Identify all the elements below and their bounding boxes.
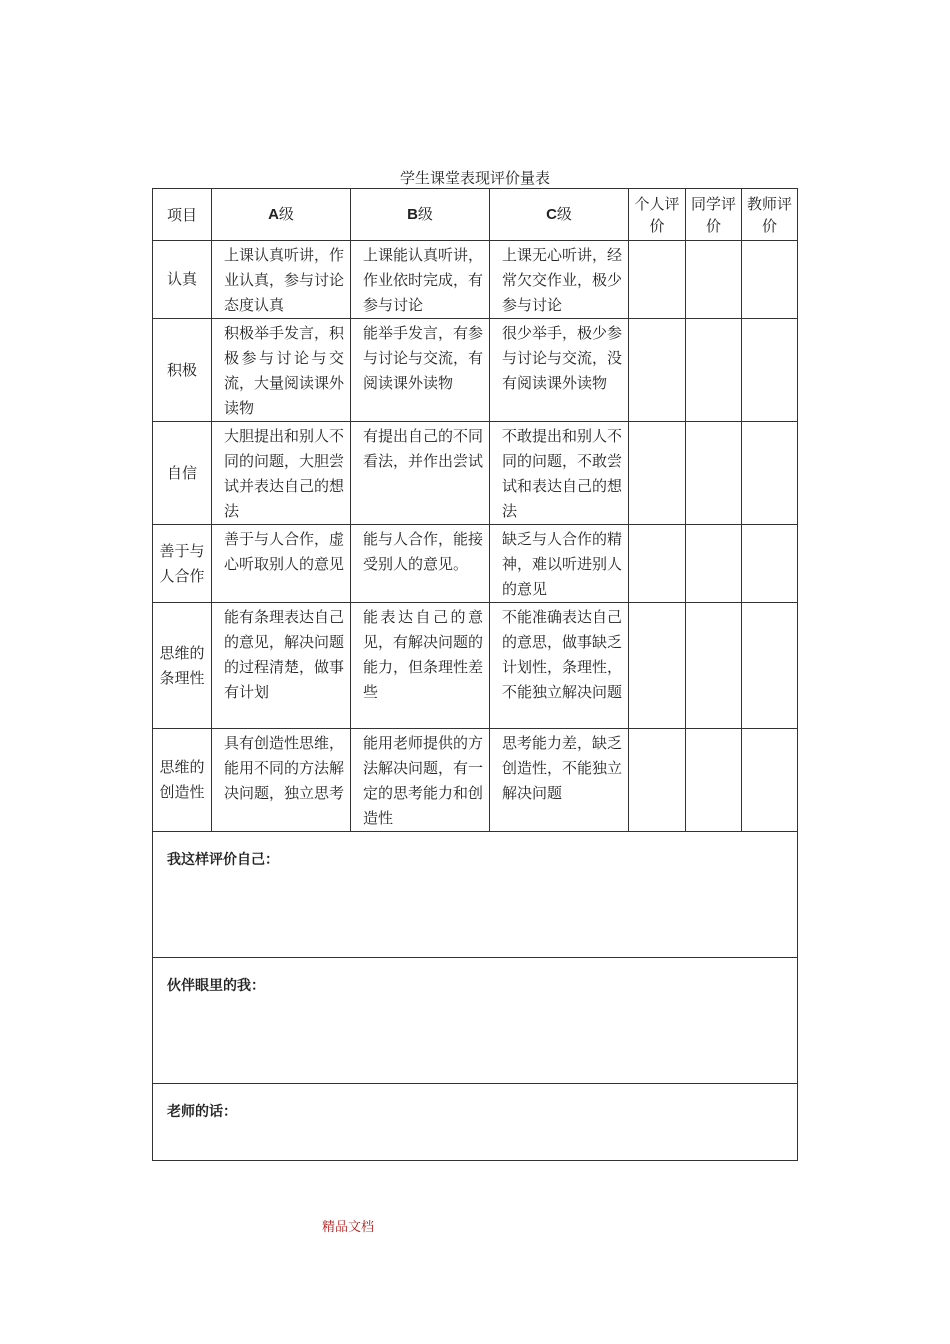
table-row [153,422,798,525]
level-a-cell: 大胆提出和别人不同的问题，大胆尝试并表达自己的想法 [212,422,351,525]
header-a-suffix: 级 [278,205,294,223]
level-b-cell: 能用老师提供的方法解决问题，有一定的思考能力和创造性 [351,729,490,832]
row-item: 认真 [153,241,212,319]
teacher-eval-cell[interactable] [742,729,798,832]
footer-watermark: 精品文档 [322,1220,375,1235]
teacher-eval-cell[interactable] [742,319,798,422]
row-item: 积极 [153,319,212,422]
header-peer-eval: 同学评价 [686,189,742,241]
teacher-feedback-box[interactable] [153,1084,798,1161]
peer-feedback-label: 伙伴眼里的我： [167,978,265,994]
row-item: 思维的条理性 [153,603,212,729]
header-b-suffix: 级 [417,205,433,223]
teacher-eval-cell[interactable] [742,241,798,319]
header-a-letter: A [268,206,279,223]
level-c-cell: 缺乏与人合作的精神，难以听进别人的意见 [490,525,629,603]
teacher-eval-cell[interactable] [742,525,798,603]
level-b-cell: 上课能认真听讲，作业依时完成，有参与讨论 [351,241,490,319]
header-item: 项目 [153,189,212,241]
peer-feedback-row [153,958,798,1084]
teacher-eval-cell[interactable] [742,422,798,525]
self-eval-cell[interactable] [629,422,686,525]
level-a-cell: 善于与人合作，虚心听取别人的意见 [212,525,351,603]
header-b-letter: B [407,206,418,223]
level-a-cell: 积极举手发言，积极参与讨论与交流，大量阅读课外读物 [212,319,351,422]
teacher-feedback-row [153,1084,798,1161]
header-self-eval: 个人评价 [629,189,686,241]
page-title: 学生课堂表现评价量表 [399,169,550,187]
self-eval-cell[interactable] [629,319,686,422]
table-row [153,241,798,319]
table-row [153,603,798,729]
level-c-cell: 不能准确表达自己的意思，做事缺乏计划性，条理性，不能独立解决问题 [490,603,629,729]
table-row [153,729,798,832]
row-item: 善于与人合作 [153,525,212,603]
peer-eval-cell[interactable] [686,241,742,319]
teacher-eval-cell[interactable] [742,603,798,729]
peer-eval-cell[interactable] [686,603,742,729]
peer-eval-cell[interactable] [686,729,742,832]
level-c-cell: 上课无心听讲，经常欠交作业，极少参与讨论 [490,241,629,319]
level-b-cell: 能与人合作，能接受别人的意见。 [351,525,490,603]
level-b-cell: 能表达自己的意见，有解决问题的能力，但条理性差些 [351,603,490,729]
header-level-a [212,189,351,241]
header-teacher-eval: 教师评价 [742,189,798,241]
table-row [153,525,798,603]
level-c-cell: 很少举手，极少参与讨论与交流，没有阅读课外读物 [490,319,629,422]
evaluation-table [152,188,798,1161]
level-b-cell: 有提出自己的不同看法，并作出尝试 [351,422,490,525]
level-a-cell: 具有创造性思维，能用不同的方法解决问题，独立思考 [212,729,351,832]
header-level-b [351,189,490,241]
peer-eval-cell[interactable] [686,525,742,603]
header-level-c [490,189,629,241]
row-item: 自信 [153,422,212,525]
self-eval-cell[interactable] [629,241,686,319]
level-a-cell: 能有条理表达自己的意见，解决问题的过程清楚，做事有计划 [212,603,351,729]
table-row [153,319,798,422]
self-feedback-label: 我这样评价自己： [167,852,279,868]
level-c-cell: 不敢提出和别人不同的问题，不敢尝试和表达自己的想法 [490,422,629,525]
teacher-feedback-label: 老师的话： [167,1104,237,1120]
peer-eval-cell[interactable] [686,319,742,422]
peer-feedback-box[interactable] [153,958,798,1084]
self-eval-cell[interactable] [629,729,686,832]
header-c-letter: C [546,206,557,223]
self-eval-cell[interactable] [629,603,686,729]
header-c-suffix: 级 [556,205,572,223]
self-eval-cell[interactable] [629,525,686,603]
peer-eval-cell[interactable] [686,422,742,525]
header-row [153,189,798,241]
row-item: 思维的创造性 [153,729,212,832]
level-a-cell: 上课认真听讲，作业认真，参与讨论态度认真 [212,241,351,319]
level-c-cell: 思考能力差，缺乏创造性，不能独立解决问题 [490,729,629,832]
self-feedback-box[interactable] [153,832,798,958]
self-feedback-row [153,832,798,958]
level-b-cell: 能举手发言，有参与讨论与交流，有阅读课外读物 [351,319,490,422]
